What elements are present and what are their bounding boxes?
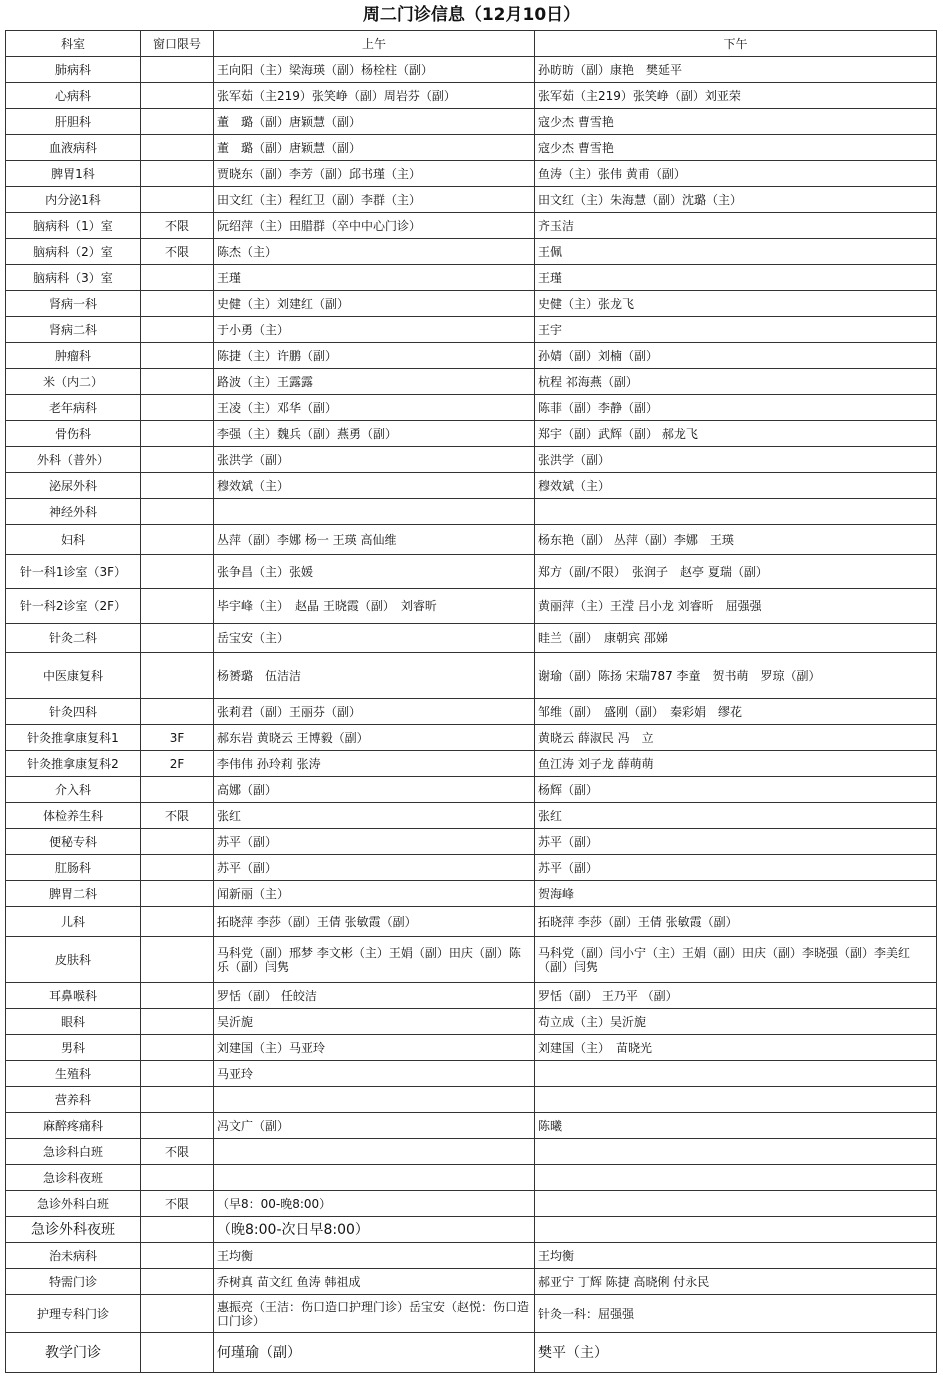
table-row [6,473,937,499]
morning-cell: 丛萍（副）李娜 杨一 王瑛 高仙维 [214,525,535,555]
window-limit-cell [141,447,214,473]
table-row [6,699,937,725]
schedule-table [5,30,937,1373]
afternoon-cell: 齐玉洁 [535,213,937,239]
morning-cell: 冯文广（副） [214,1113,535,1139]
morning-cell: 吴沂旎 [214,1009,535,1035]
window-limit-cell [141,369,214,395]
table-row [6,589,937,624]
window-limit-cell [141,317,214,343]
afternoon-cell: 针灸一科：屈强强 [535,1295,937,1333]
morning-cell: 马科党（副）邢梦 李文彬（主）王娟（副）田庆（副）陈乐（副）闫隽 [214,937,535,983]
morning-cell: 杨赟璐 伍洁洁 [214,653,535,699]
afternoon-cell: 刘建国（主） 苗晓光 [535,1035,937,1061]
table-row [6,109,937,135]
dept-cell: 教学门诊 [6,1333,141,1373]
dept-cell: 耳鼻喉科 [6,983,141,1009]
afternoon-cell: 杨东艳（副） 丛萍（副）李娜 王瑛 [535,525,937,555]
table-row [6,447,937,473]
window-limit-cell [141,983,214,1009]
afternoon-cell: 张军茹（主219）张笑峥（副）刘亚荣 [535,83,937,109]
table-row [6,213,937,239]
window-limit-cell [141,109,214,135]
window-limit-cell [141,265,214,291]
table-row [6,777,937,803]
window-limit-cell [141,937,214,983]
header-pm: 下午 [535,31,937,57]
dept-cell: 脾胃1科 [6,161,141,187]
morning-cell [214,1139,535,1165]
afternoon-cell: 穆效斌（主） [535,473,937,499]
afternoon-cell: 眭兰（副） 康朝宾 邵娣 [535,624,937,653]
window-limit-cell [141,829,214,855]
table-row [6,525,937,555]
table-row [6,369,937,395]
afternoon-cell: 罗恬（副） 王乃平 （副） [535,983,937,1009]
table-row [6,1295,937,1333]
afternoon-cell [535,1061,937,1087]
afternoon-cell: 樊平（主） [535,1333,937,1373]
morning-cell: 陈杰（主） [214,239,535,265]
afternoon-cell: 拓晓萍 李莎（副）王倩 张敏霞（副） [535,907,937,937]
window-limit-cell [141,343,214,369]
morning-cell: 刘建国（主）马亚玲 [214,1035,535,1061]
dept-cell: 皮肤科 [6,937,141,983]
window-limit-cell [141,881,214,907]
dept-cell: 眼科 [6,1009,141,1035]
morning-cell: 乔树真 苗文红 鱼涛 韩祖成 [214,1269,535,1295]
afternoon-cell [535,1217,937,1243]
afternoon-cell: 贺海峰 [535,881,937,907]
window-limit-cell: 不限 [141,803,214,829]
morning-cell: 张红 [214,803,535,829]
afternoon-cell: 郑宇（副）武辉（副） 郝龙飞 [535,421,937,447]
page-title: 周二门诊信息（12月10日） [362,5,581,25]
table-row [6,1333,937,1373]
table-row [6,855,937,881]
window-limit-cell [141,1113,214,1139]
afternoon-cell: 王宇 [535,317,937,343]
window-limit-cell [141,1035,214,1061]
dept-cell: 便秘专科 [6,829,141,855]
morning-cell: 罗恬（副） 任皎洁 [214,983,535,1009]
morning-cell: 苏平（副） [214,855,535,881]
morning-cell: （晚8:00-次日早8:00） [214,1217,535,1243]
window-limit-cell [141,187,214,213]
morning-cell: 拓晓萍 李莎（副）王倩 张敏霞（副） [214,907,535,937]
window-limit-cell [141,1333,214,1373]
morning-cell: 王瑾 [214,265,535,291]
afternoon-cell: 苏平（副） [535,855,937,881]
window-limit-cell: 不限 [141,239,214,265]
dept-cell: 肛肠科 [6,855,141,881]
dept-cell: 护理专科门诊 [6,1295,141,1333]
table-row [6,135,937,161]
morning-cell [214,1087,535,1113]
table-row [6,83,937,109]
table-row [6,1165,937,1191]
morning-cell: 于小勇（主） [214,317,535,343]
table-row [6,1009,937,1035]
dept-cell: 急诊科夜班 [6,1165,141,1191]
dept-cell: 针灸二科 [6,624,141,653]
afternoon-cell: 鱼涛（主）张伟 黄甫（副） [535,161,937,187]
window-limit-cell [141,161,214,187]
dept-cell: 脾胃二科 [6,881,141,907]
afternoon-cell [535,1165,937,1191]
dept-cell: 神经外科 [6,499,141,525]
table-row [6,1113,937,1139]
header-am: 上午 [214,31,535,57]
dept-cell: 特需门诊 [6,1269,141,1295]
morning-cell: 张争昌（主）张媛 [214,555,535,589]
morning-cell: 岳宝安（主） [214,624,535,653]
morning-cell: 高娜（副） [214,777,535,803]
table-row [6,803,937,829]
window-limit-cell [141,83,214,109]
dept-cell: 肝胆科 [6,109,141,135]
dept-cell: 外科（普外） [6,447,141,473]
morning-cell: 张莉君（副）王丽芬（副） [214,699,535,725]
dept-cell: 营养科 [6,1087,141,1113]
window-limit-cell [141,421,214,447]
afternoon-cell: 王均衡 [535,1243,937,1269]
table-row [6,317,937,343]
afternoon-cell: 史健（主）张龙飞 [535,291,937,317]
dept-cell: 针灸推拿康复科2 [6,751,141,777]
window-limit-cell [141,395,214,421]
window-limit-cell [141,855,214,881]
table-row [6,751,937,777]
dept-cell: 介入科 [6,777,141,803]
morning-cell: 何瑾瑜（副） [214,1333,535,1373]
afternoon-cell: 杨辉（副） [535,777,937,803]
window-limit-cell [141,555,214,589]
morning-cell: 闻新丽（主） [214,881,535,907]
table-row [6,1035,937,1061]
afternoon-cell: 苟立成（主）吴沂旎 [535,1009,937,1035]
dept-cell: 中医康复科 [6,653,141,699]
dept-cell: 麻醉疼痛科 [6,1113,141,1139]
window-limit-cell [141,1087,214,1113]
morning-cell: 惠振亮（王洁：伤口造口护理门诊）岳宝安（赵悦：伤口造口门诊） [214,1295,535,1333]
morning-cell [214,499,535,525]
afternoon-cell: 杭程 祁海燕（副） [535,369,937,395]
window-limit-cell: 3F [141,725,214,751]
dept-cell: 男科 [6,1035,141,1061]
dept-cell: 心病科 [6,83,141,109]
table-row [6,624,937,653]
table-row [6,1243,937,1269]
morning-cell: 陈捷（主）许鹏（副） [214,343,535,369]
afternoon-cell: 马科党（副）闫小宁（主）王娟（副）田庆（副）李晓强（副）李美红（副）闫隽 [535,937,937,983]
dept-cell: 儿科 [6,907,141,937]
afternoon-cell: 张红 [535,803,937,829]
dept-cell: 脑病科（3）室 [6,265,141,291]
afternoon-cell: 王佩 [535,239,937,265]
dept-cell: 脑病科（1）室 [6,213,141,239]
dept-cell: 骨伤科 [6,421,141,447]
table-row [6,291,937,317]
afternoon-cell [535,499,937,525]
table-row [6,1061,937,1087]
window-limit-cell [141,653,214,699]
window-limit-cell [141,589,214,624]
dept-cell: 脑病科（2）室 [6,239,141,265]
window-limit-cell [141,624,214,653]
window-limit-cell [141,1295,214,1333]
afternoon-cell: 陈曦 [535,1113,937,1139]
window-limit-cell [141,1009,214,1035]
morning-cell: 田文红（主）程红卫（副）李群（主） [214,187,535,213]
dept-cell: 内分泌1科 [6,187,141,213]
window-limit-cell [141,777,214,803]
dept-cell: 血液病科 [6,135,141,161]
dept-cell: 肺病科 [6,57,141,83]
morning-cell: 王均衡 [214,1243,535,1269]
afternoon-cell: 孙婧（副）刘楠（副） [535,343,937,369]
table-row [6,725,937,751]
morning-cell: 张洪学（副） [214,447,535,473]
window-limit-cell [141,907,214,937]
dept-cell: 针一科1诊室（3F） [6,555,141,589]
table-row [6,881,937,907]
dept-cell: 肾病一科 [6,291,141,317]
dept-cell: 老年病科 [6,395,141,421]
window-limit-cell: 不限 [141,213,214,239]
table-row [6,1269,937,1295]
afternoon-cell: 黄晓云 薛淑民 冯 立 [535,725,937,751]
morning-cell: 阮绍萍（主）田腊群（卒中中心门诊） [214,213,535,239]
afternoon-cell: 邹维（副） 盛刚（副） 秦彩娟 缪花 [535,699,937,725]
dept-cell: 治未病科 [6,1243,141,1269]
table-row [6,907,937,937]
afternoon-cell: 孙昉昉（副）康艳 樊延平 [535,57,937,83]
window-limit-cell [141,1061,214,1087]
dept-cell: 针灸四科 [6,699,141,725]
morning-cell: 苏平（副） [214,829,535,855]
table-row [6,395,937,421]
window-limit-cell [141,525,214,555]
afternoon-cell: 陈菲（副）李静（副） [535,395,937,421]
afternoon-cell: 郑方（副/不限） 张润子 赵亭 夏瑞（副） [535,555,937,589]
dept-cell: 体检养生科 [6,803,141,829]
dept-cell: 妇科 [6,525,141,555]
window-limit-cell [141,1243,214,1269]
window-limit-cell [141,499,214,525]
table-row [6,1139,937,1165]
table-row [6,265,937,291]
morning-cell: 董 璐（副）唐颖慧（副） [214,109,535,135]
table-row [6,555,937,589]
dept-cell: 肿瘤科 [6,343,141,369]
afternoon-cell: 寇少杰 曹雪艳 [535,135,937,161]
table-row [6,239,937,265]
morning-cell: 郝东岩 黄晓云 王博毅（副） [214,725,535,751]
morning-cell: 王凌（主）邓华（副） [214,395,535,421]
window-limit-cell [141,699,214,725]
window-limit-cell: 不限 [141,1139,214,1165]
morning-cell: 王向阳（主）梁海瑛（副）杨栓柱（副） [214,57,535,83]
afternoon-cell: 鱼江涛 刘子龙 薛萌萌 [535,751,937,777]
table-row [6,937,937,983]
table-row [6,1087,937,1113]
morning-cell: （早8：00-晚8:00） [214,1191,535,1217]
afternoon-cell: 黄丽萍（主）王滢 吕小龙 刘睿昕 屈强强 [535,589,937,624]
window-limit-cell [141,1269,214,1295]
morning-cell: 张军茹（主219）张笑峥（副）周岩芬（副） [214,83,535,109]
morning-cell [214,1165,535,1191]
dept-cell: 泌尿外科 [6,473,141,499]
table-row [6,57,937,83]
table-row [6,1191,937,1217]
window-limit-cell: 2F [141,751,214,777]
afternoon-cell [535,1087,937,1113]
window-limit-cell [141,57,214,83]
header-dept: 科室 [6,31,141,57]
afternoon-cell: 王瑾 [535,265,937,291]
window-limit-cell [141,291,214,317]
morning-cell: 贾晓东（副）李芳（副）邱书瑾（主） [214,161,535,187]
afternoon-cell: 张洪学（副） [535,447,937,473]
afternoon-cell [535,1139,937,1165]
schedule-body [6,57,937,1373]
table-row [6,343,937,369]
window-limit-cell [141,473,214,499]
window-limit-cell [141,1165,214,1191]
table-row [6,1217,937,1243]
dept-cell: 肾病二科 [6,317,141,343]
dept-cell: 急诊科白班 [6,1139,141,1165]
window-limit-cell [141,1217,214,1243]
dept-cell: 米（内二） [6,369,141,395]
afternoon-cell: 田文红（主）朱海慧（副）沈璐（主） [535,187,937,213]
morning-cell: 李强（主）魏兵（副）燕勇（副） [214,421,535,447]
morning-cell: 李伟伟 孙玲莉 张涛 [214,751,535,777]
afternoon-cell: 谢瑜（副）陈扬 宋瑞787 李童 贺书萌 罗琼（副） [535,653,937,699]
morning-cell: 马亚玲 [214,1061,535,1087]
dept-cell: 急诊外科白班 [6,1191,141,1217]
window-limit-cell [141,135,214,161]
dept-cell: 生殖科 [6,1061,141,1087]
afternoon-cell [535,1191,937,1217]
dept-cell: 针灸推拿康复科1 [6,725,141,751]
window-limit-cell: 不限 [141,1191,214,1217]
afternoon-cell: 苏平（副） [535,829,937,855]
morning-cell: 路波（主）王露露 [214,369,535,395]
table-row [6,983,937,1009]
afternoon-cell: 寇少杰 曹雪艳 [535,109,937,135]
table-row [6,187,937,213]
morning-cell: 穆效斌（主） [214,473,535,499]
table-row [6,829,937,855]
table-row [6,161,937,187]
dept-cell: 急诊外科夜班 [6,1217,141,1243]
afternoon-cell: 郝亚宁 丁辉 陈捷 高晓俐 付永民 [535,1269,937,1295]
table-row [6,653,937,699]
table-row [6,421,937,447]
header-window: 窗口限号 [141,31,214,57]
table-row [6,499,937,525]
morning-cell: 史健（主）刘建红（副） [214,291,535,317]
dept-cell: 针一科2诊室（2F） [6,589,141,624]
morning-cell: 董 璐（副）唐颖慧（副） [214,135,535,161]
morning-cell: 毕宇峰（主） 赵晶 王晓霞（副） 刘睿昕 [214,589,535,624]
header-row [6,31,937,57]
